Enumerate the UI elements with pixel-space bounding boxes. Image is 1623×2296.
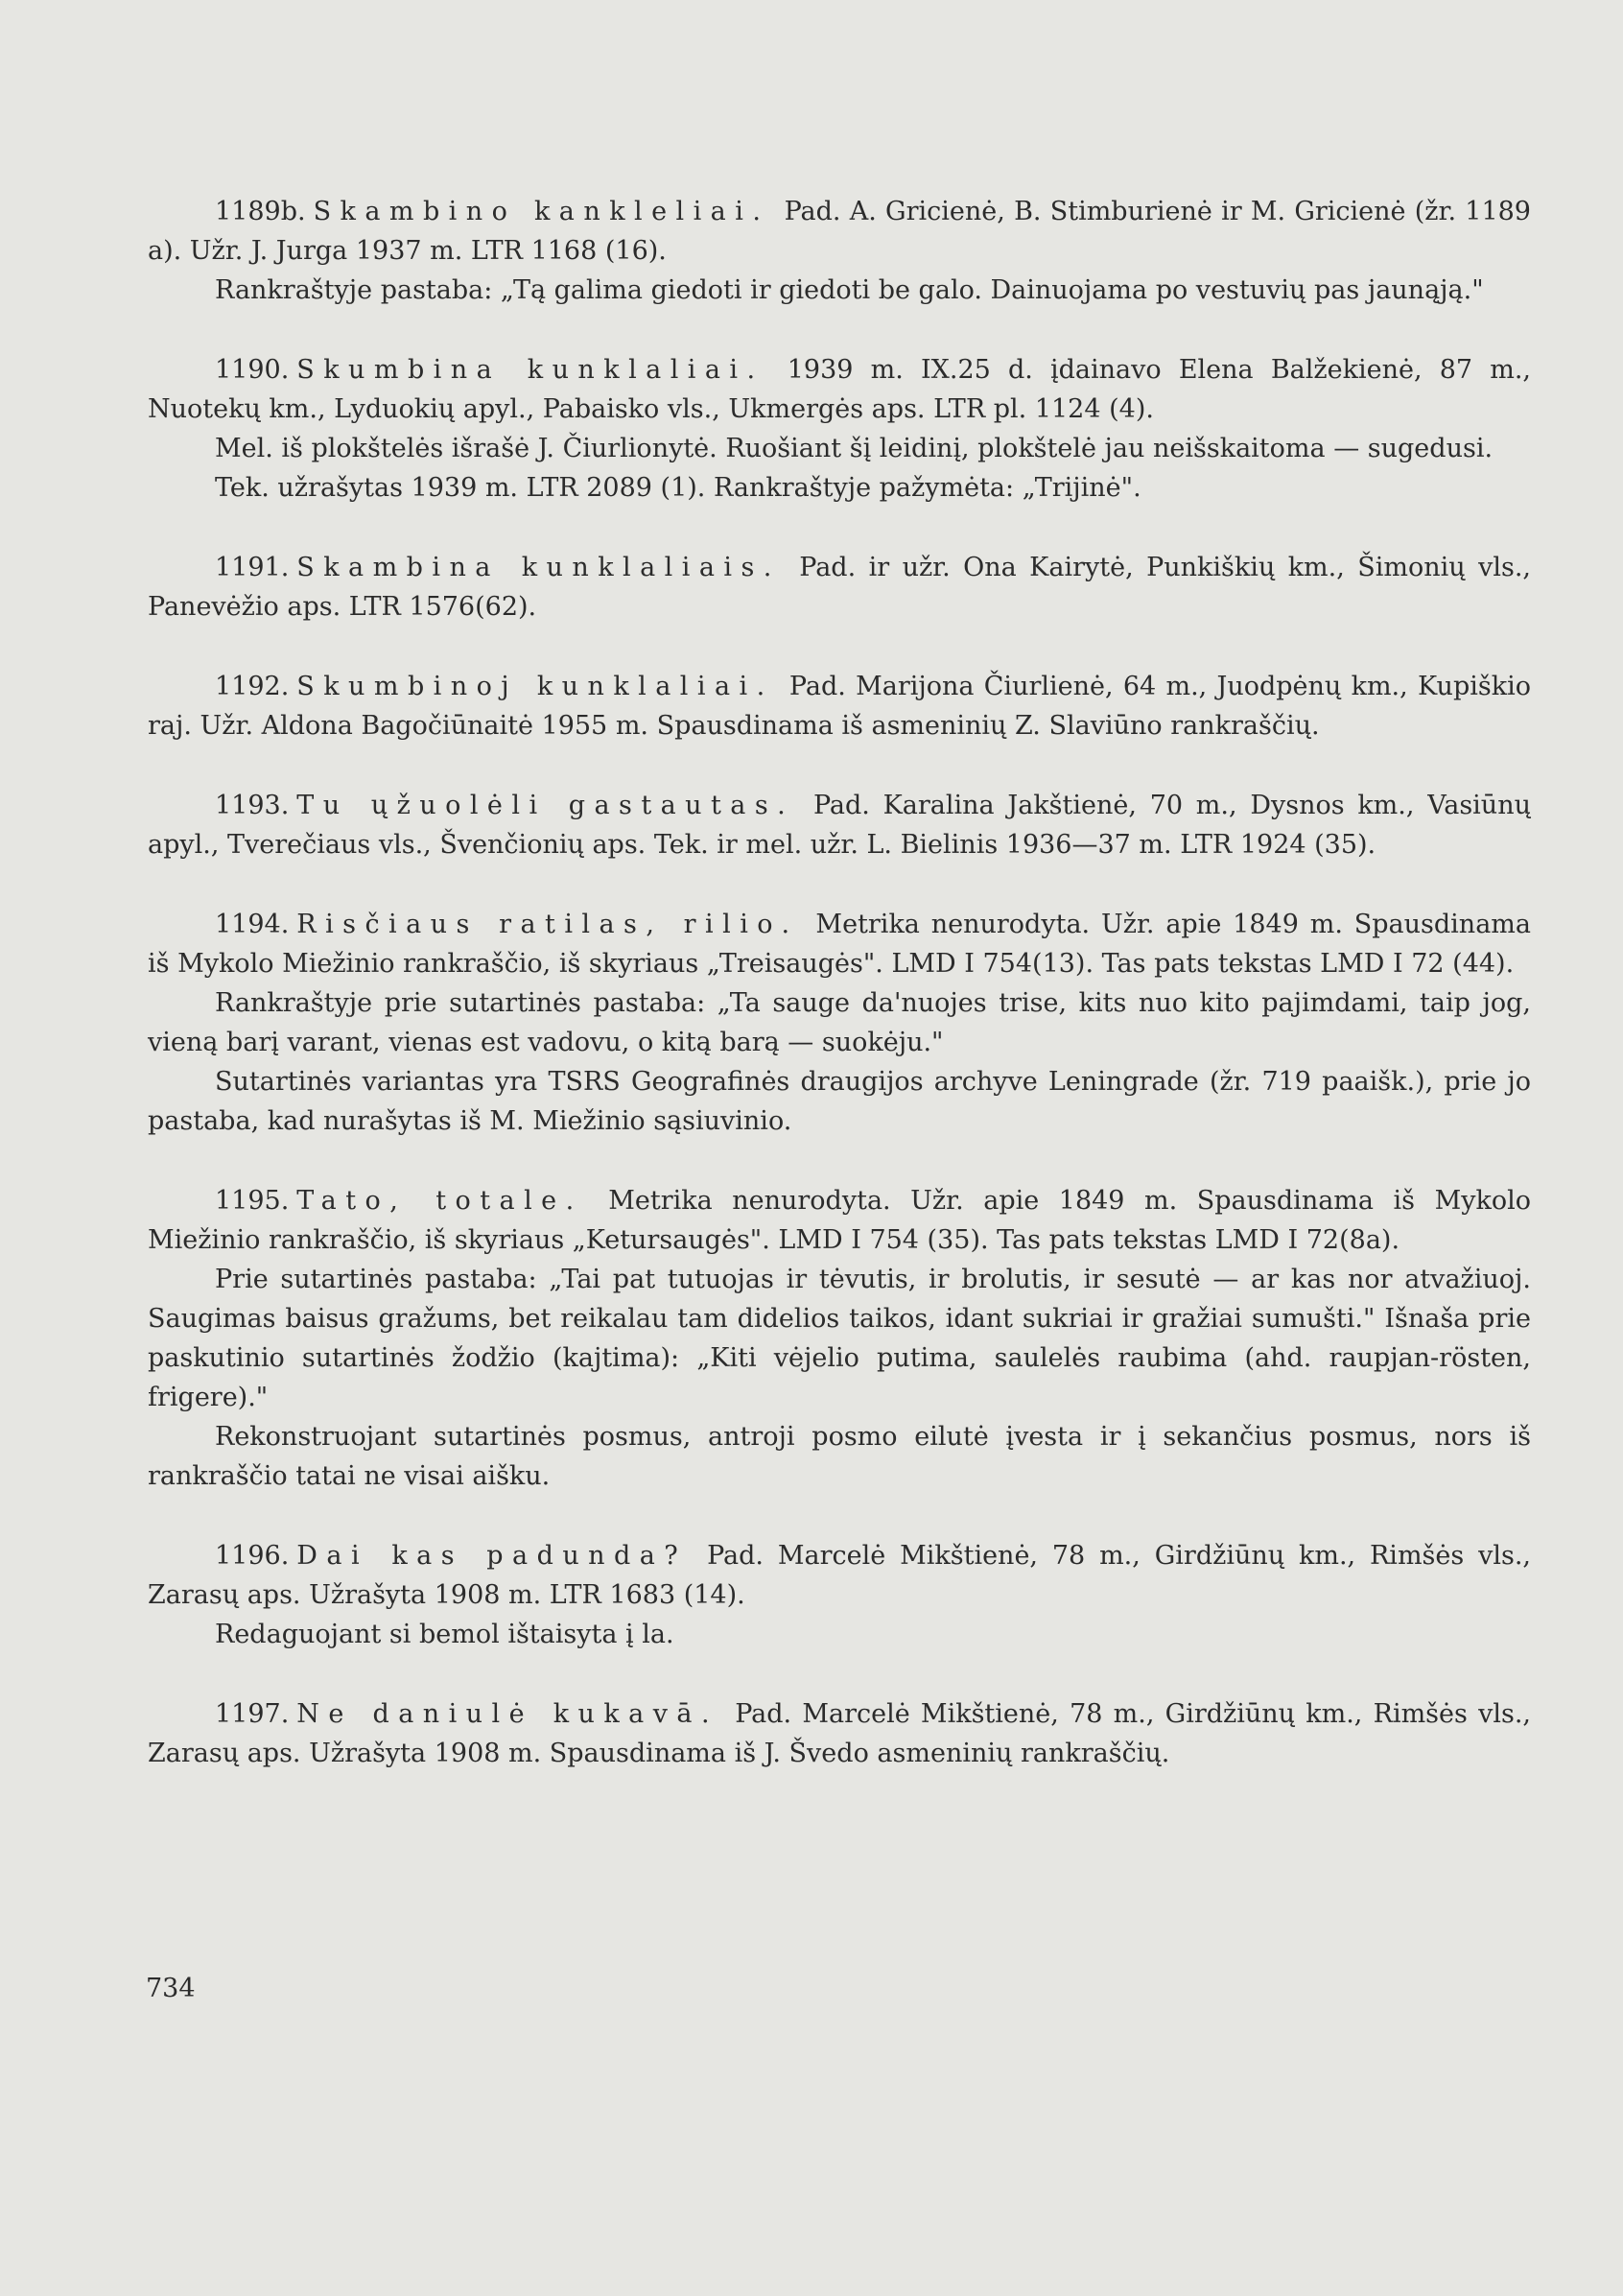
- entry-1197: [148, 1694, 1531, 1773]
- entry-number: 1197.: [215, 1699, 290, 1729]
- entry-number: 1189b.: [215, 197, 306, 226]
- entry-number: 1191.: [215, 553, 290, 582]
- entry-number: 1196.: [215, 1541, 290, 1571]
- entry-number: 1192.: [215, 672, 290, 701]
- entry-text: Pad. Karalina Jakštienė, 70 m., Dysnos km., Vasiūnų apyl., Tverečiaus vls., Švenčionių aps. Tek. ir mel. užr. L. Bielinis 1936—37 m. LTR 1924 (35).: [148, 791, 1531, 860]
- entry-text: Pad. Marcelė Mikštienė, 78 m., Girdžiūnų km., Rimšės vls., Zarasų aps. Užrašyta 1908 m. Spausdinama iš J. Švedo asmeninių rankraščių.: [148, 1699, 1531, 1768]
- entry-title: Risčiaus ratilas, rilio.: [296, 910, 799, 939]
- entry-title: Skumbinoj kunklaliai.: [296, 672, 774, 701]
- entry-text: Pad. Marijona Čiurlienė, 64 m., Juodpėnų km., Kupiškio raj. Užr. Aldona Bagočiūnaitė 1955 m. Spausdinama iš asmeninių Z. Slaviūno rankraščių.: [148, 672, 1531, 741]
- entry-text: Pad. ir užr. Ona Kairytė, Punkiškių km., Šimonių vls., Panevėžio aps. LTR 1576(62).: [148, 553, 1531, 622]
- entry-text: Pad. Marcelė Mikštienė, 78 m., Girdžiūnų km., Rimšės vls., Zarasų aps. Užrašyta 1908 m. LTR 1683 (14).: [148, 1541, 1532, 1610]
- entry-text: Metrika nenurodyta. Užr. apie 1849 m. Spausdinama iš Mykolo Miežinio rankraščio, iš skyriaus „Treisaugės". LMD I 754(13). Tas pats tekstas LMD I 72 (44).: [148, 910, 1531, 979]
- entry-note: Redaguojant si bemol ištaisyta į la.: [215, 1620, 674, 1649]
- entry-title: Dai kas padunda?: [296, 1541, 688, 1571]
- entry-1191: [148, 548, 1531, 627]
- entry-1196: [148, 1536, 1531, 1654]
- entry-number: 1190.: [215, 355, 290, 385]
- entry-1189b: [148, 192, 1531, 310]
- entry-note: Mel. iš plokštelės išrašė J. Čiurlionytė. Ruošiant šį leidinį, plokštelė jau neišskaitoma — sugedusi.: [215, 434, 1494, 463]
- entry-1194: [148, 905, 1531, 1141]
- entry-1195: [148, 1181, 1531, 1496]
- entry-number: 1195.: [215, 1186, 290, 1216]
- entry-1190: [148, 350, 1531, 508]
- entry-note: Rankraštyje pastaba: „Tą galima giedoti ir giedoti be galo. Dainuojama po vestuvių pas jaunąją.": [215, 275, 1484, 305]
- page-content: [148, 192, 1531, 1813]
- entry-text: Pad. A. Gricienė, B. Stimburienė ir M. Gricienė (žr. 1189 a). Užr. J. Jurga 1937 m. LTR 1168 (16).: [148, 197, 1531, 266]
- entry-title: Tu ųžuolėli gastautas.: [296, 791, 795, 820]
- entry-note: Tek. užrašytas 1939 m. LTR 2089 (1). Rankraštyje pažymėta: „Trijinė".: [215, 473, 1141, 503]
- entry-text: Metrika nenurodyta. Užr. apie 1849 m. Spausdinama iš Mykolo Miežinio rankraščio, iš skyriaus „Ketursaugės". LMD I 754 (35). Tas pats tekstas LMD I 72(8a).: [148, 1186, 1531, 1255]
- entry-note: Prie sutartinės pastaba: „Tai pat tutuojas ir tėvutis, ir brolutis, ir sesutė — ar kas nor atvažiuoj. Saugimas baisus gražums, bet reikalau tam didelios taikos, idant sukriai ir gražiai sumušti." Išnaša prie paskutinio sutartinės žodžio (kajtima): „Kiti vėjelio putima, saulelės raubima (ahd. raupjan-rösten, frigere).": [148, 1265, 1531, 1412]
- entry-number: 1193.: [215, 791, 290, 820]
- entry-note: Rekonstruojant sutartinės posmus, antroji posmo eilutė įvesta ir į sekančius posmus, nors iš rankraščio tatai ne visai aišku.: [148, 1422, 1531, 1491]
- entry-1192: [148, 667, 1531, 746]
- entry-title: Tato, totale.: [296, 1186, 583, 1216]
- entry-title: Skumbina kunklaliai.: [296, 355, 764, 385]
- entry-title: Skambina kunklaliais.: [296, 553, 781, 582]
- entry-text: 1939 m. IX.25 d. įdainavo Elena Balžekienė, 87 m., Nuotekų km., Lyduokių apyl., Pabaisko vls., Ukmergės aps. LTR pl. 1124 (4).: [148, 355, 1531, 424]
- entry-note: Rankraštyje prie sutartinės pastaba: „Ta sauge da'nuojes trise, kits nuo kito pajimdami, taip jog, vieną barį varant, vienas est vadovu, o kitą barą — suokėju.": [148, 988, 1531, 1057]
- entry-1193: [148, 786, 1531, 864]
- entry-title: Skambino kankleliai.: [313, 197, 770, 226]
- entry-note: Sutartinės variantas yra TSRS Geografinės draugijos archyve Leningrade (žr. 719 paaišk.), prie jo pastaba, kad nurašytas iš M. Miežinio sąsiuvinio.: [148, 1067, 1531, 1136]
- entry-title: Ne daniulė kukavā.: [296, 1699, 718, 1729]
- page-number: 734: [146, 1974, 196, 2003]
- entry-number: 1194.: [215, 910, 290, 939]
